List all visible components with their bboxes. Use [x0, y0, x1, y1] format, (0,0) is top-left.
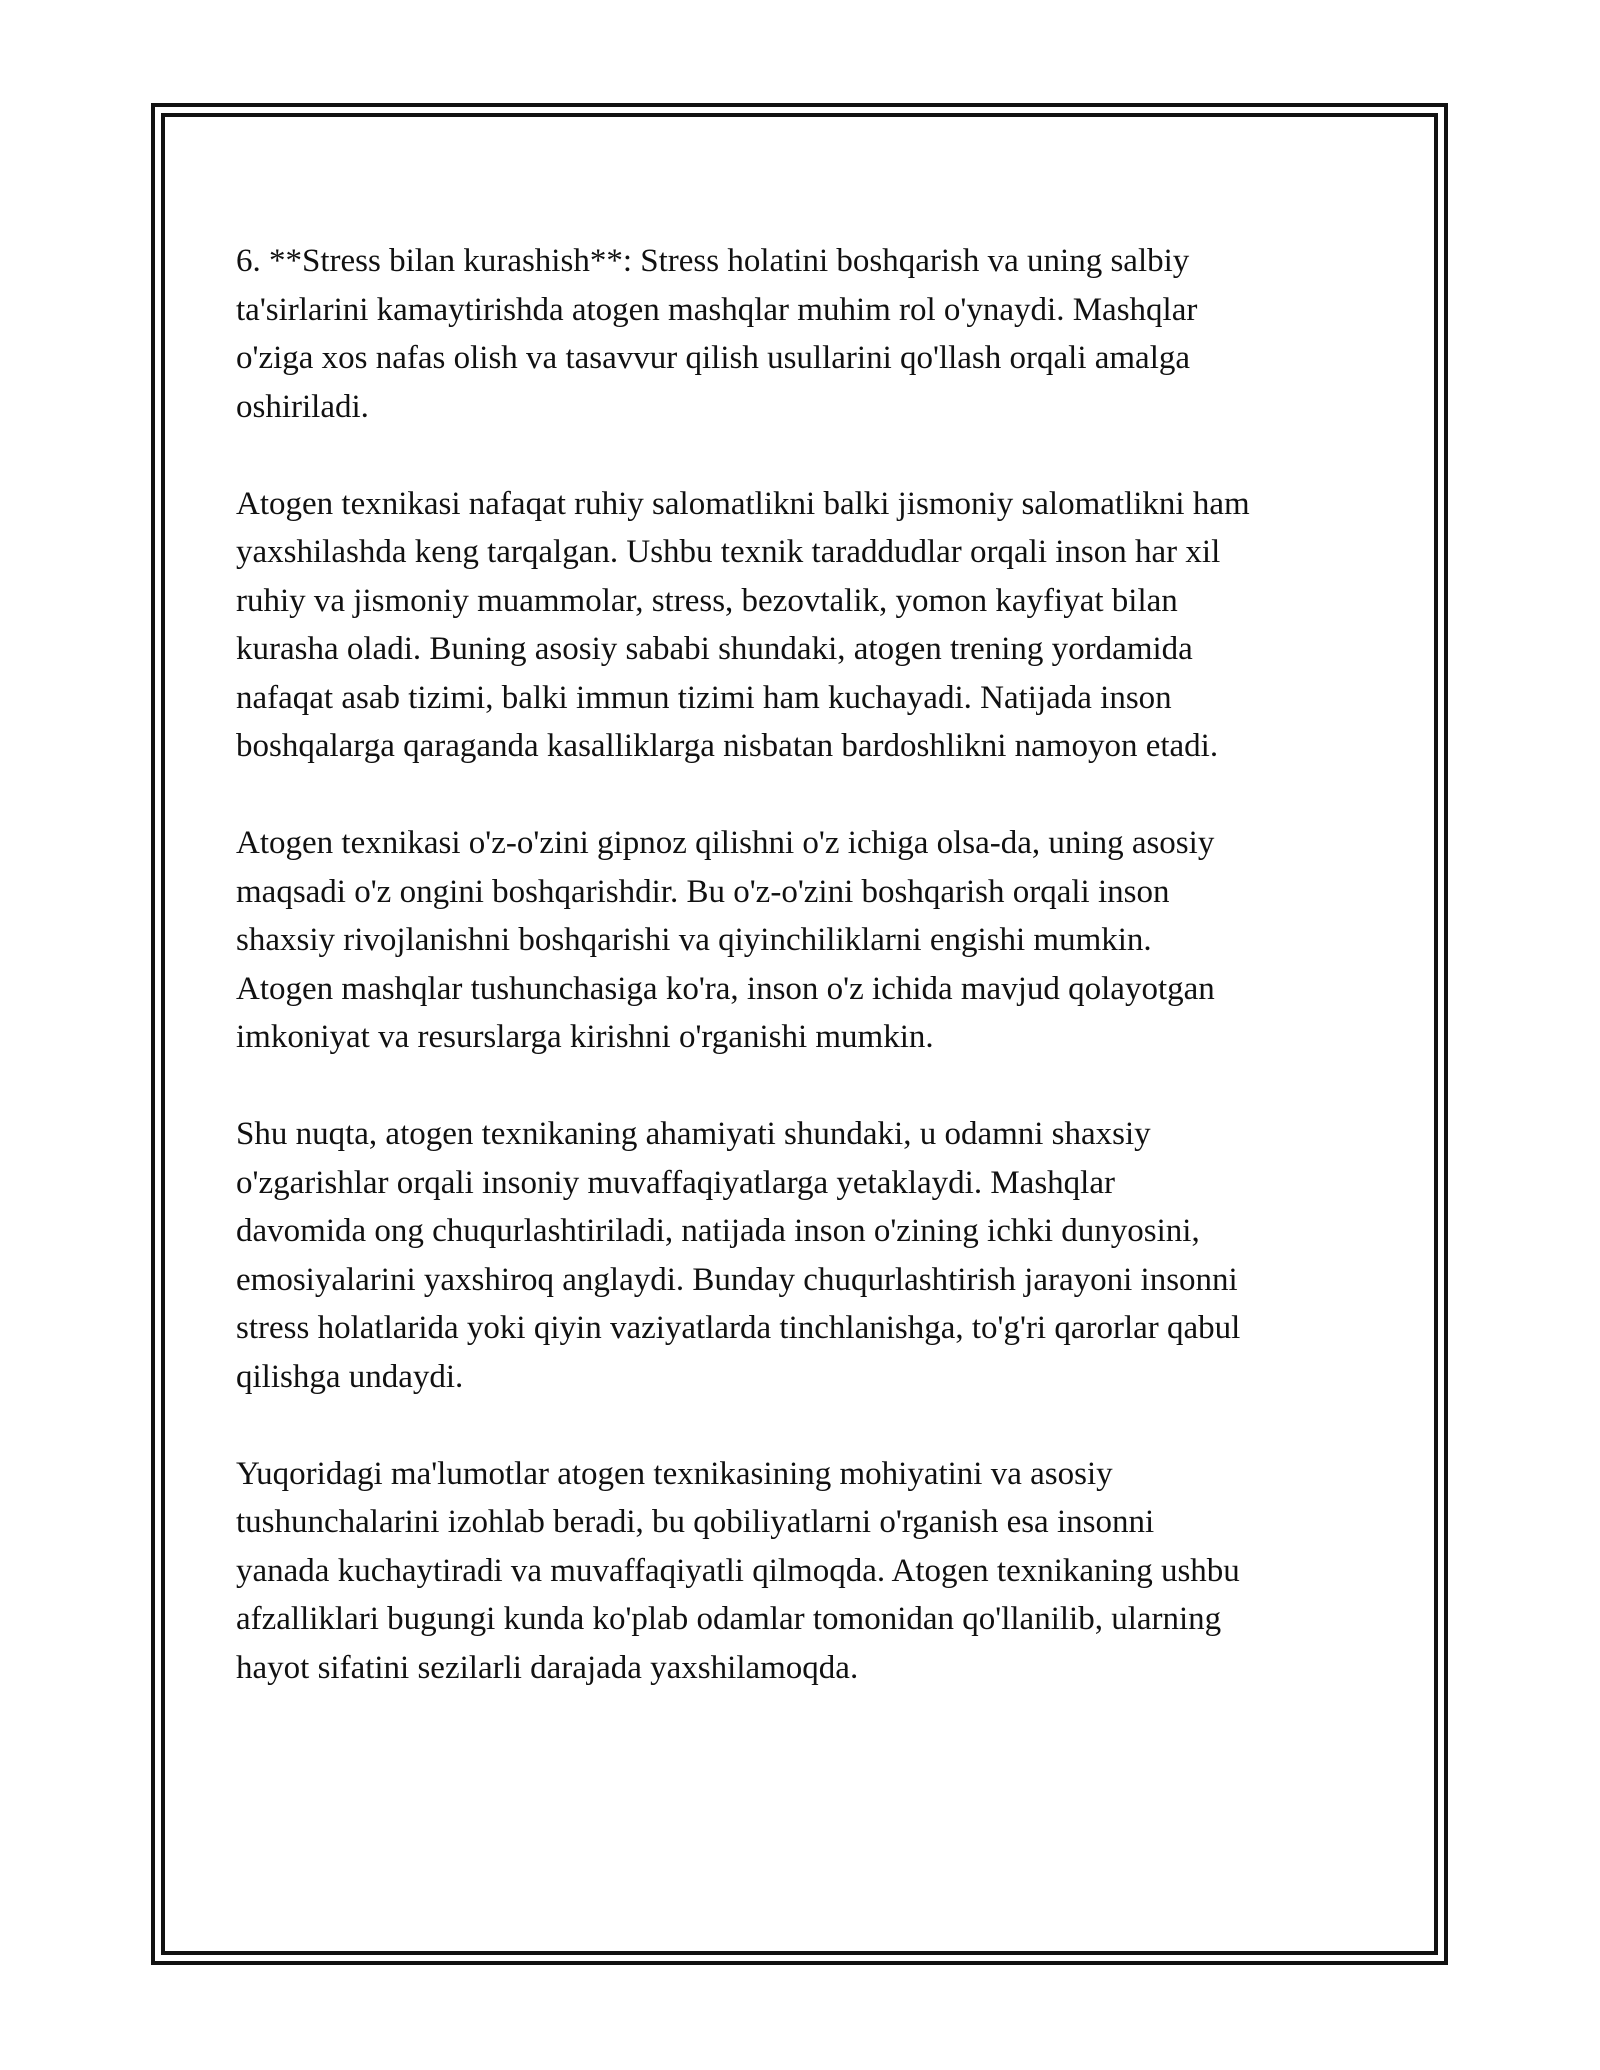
- paragraph-ruhiy-jismoniy-salomatlik: Atogen texnikasi nafaqat ruhiy salomatlikni balki jismoniy salomatlikni ham yaxshilashda keng tarqalgan. Ushbu texnik taraddudlar orqali inson har xil ruhiy va jismoniy muammolar, stress, bezovtalik, yomon kayfiyat bilan kurasha oladi. Buning asosiy sababi shundaki, atogen trening yordamida nafaqat asab tizimi, balki immun tizimi ham kuchayadi. Natijada inson boshqalarga qaraganda kasalliklarga nisbatan bardoshlikni namoyon etadi.: [236, 485, 1250, 764]
- paragraph-xulosa: Yuqoridagi ma'lumotlar atogen texnikasining mohiyatini va asosiy tushunchalarini izohlab beradi, bu qobiliyatlarni o'rganish esa insonni yanada kuchaytiradi va muvaffaqiyatli qilmoqda. Atogen texnikaning ushbu afzalliklari bugungi kunda ko'plab odamlar tomonidan qo'llanilib, ularning hayot sifatini sezilarli darajada yaxshilamoqda.: [236, 1455, 1240, 1686]
- paragraph-stress-bilan-kurashish: 6. **Stress bilan kurashish**: Stress holatini boshqarish va uning salbiy ta'sirlarini kamaytirishda atogen mashqlar muhim rol o'ynaydi. Mashqlar o'ziga xos nafas olish va tasavvur qilish usullarini qo'llash orqali amalga oshiriladi.: [236, 243, 1198, 425]
- paragraph-shaxsiy-ozgarishlar: Shu nuqta, atogen texnikaning ahamiyati shundaki, u odamni shaxsiy o'zgarishlar orqali insoniy muvaffaqiyatlarga yetaklaydi. Mashqlar davomida ong chuqurlashtiriladi, natijada inson o'zining ichki dunyosini, emosiyalarini yaxshiroq anglaydi. Bunday chuqurlashtirish jarayoni insonni stress holatlarida yoki qiyin vaziyatlarda tinchlanishga, to'g'ri qarorlar qabul qilishga undaydi.: [236, 1116, 1241, 1395]
- document-body: [236, 237, 1376, 1741]
- paragraph-ongni-boshqarish: Atogen texnikasi o'z-o'zini gipnoz qilishni o'z ichiga olsa-da, uning asosiy maqsadi o'z ongini boshqarishdir. Bu o'z-o'zini boshqarish orqali inson shaxsiy rivojlanishni boshqarishi va qiyinchiliklarni engishi mumkin. Atogen mashqlar tushunchasiga ko'ra, inson o'z ichida mavjud qolayotgan imkoniyat va resurslarga kirishni o'rganishi mumkin.: [236, 825, 1215, 1055]
